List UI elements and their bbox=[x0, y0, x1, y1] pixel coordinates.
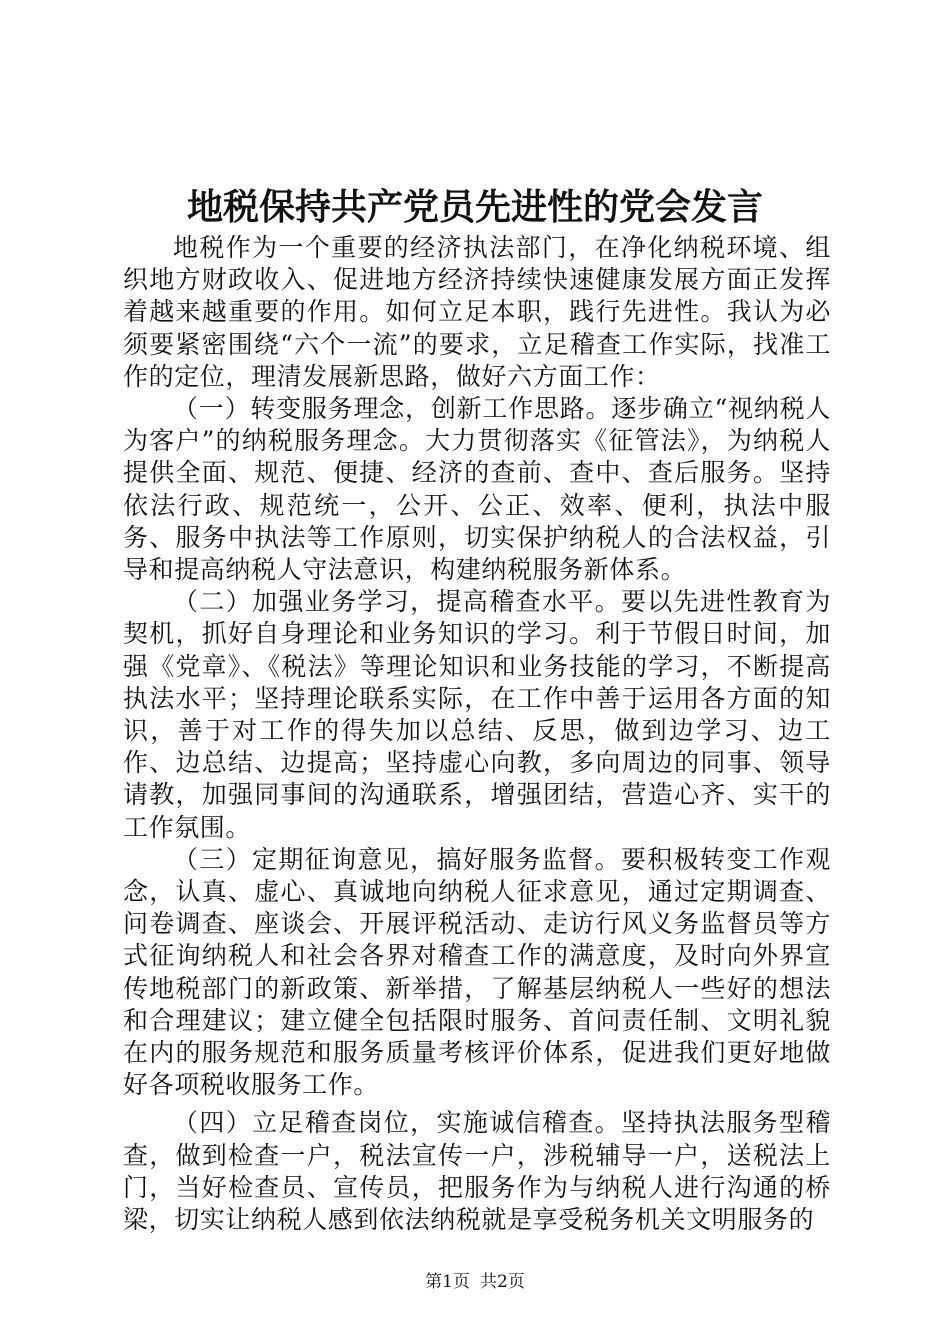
page-footer bbox=[0, 1270, 950, 1294]
paragraph-section-1: （一）转变服务理念，创新工作思路。逐步确立“视纳税人为客户”的纳税服务理念。大力贯彻落实《征管法》，为纳税人提供全面、规范、便捷、经济的查前、查中、查后服务。坚持依法行政、规范统一，公开、公正、效率、便利，执法中服务、服务中执法等工作原则，切实保护纳税人的合法权益，引导和提高纳税人守法意识，构建纳税服务新体系。 bbox=[123, 394, 831, 585]
paragraph-intro: 地税作为一个重要的经济执法部门，在净化纳税环境、组织地方财政收入、促进地方经济持续快速健康发展方面正发挥着越来越重要的作用。如何立足本职，践行先进性。我认为必须要紧密围绕“六个一流”的要求，立足稽查工作实际，找准工作的定位，理清发展新思路，做好六方面工作： bbox=[123, 233, 831, 391]
paragraph-section-2: （二）加强业务学习，提高稽查水平。要以先进性教育为契机，抓好自身理论和业务知识的学习。利于节假日时间，加强《党章》、《税法》等理论知识和业务技能的学习，不断提高执法水平；坚持理论联系实际，在工作中善于运用各方面的知识，善于对工作的得失加以总结、反思，做到边学习、边工作、边总结、边提高；坚持虚心向教，多向周边的同事、领导请教，加强同事间的沟通联系，增强团结，营造心齐、实干的工作氛围。 bbox=[123, 587, 831, 842]
document-body bbox=[123, 232, 831, 1236]
page-number-current: 第1页 bbox=[425, 1272, 470, 1292]
page-number-total: 共2页 bbox=[480, 1272, 525, 1292]
document-title: 地税保持共产党员先进性的党会发言 bbox=[186, 186, 763, 228]
paragraph-section-4: （四）立足稽查岗位，实施诚信稽查。坚持执法服务型稽查，做到检查一户，税法宣传一户，涉税辅导一户，送税法上门，当好检查员、宣传员，把服务作为与纳税人进行沟通的桥梁，切实让纳税人感到依法纳税就是享受税务机关文明服务的 bbox=[123, 1108, 831, 1235]
paragraph-section-3: （三）定期征询意见，搞好服务监督。要积极转变工作观念，认真、虚心、真诚地向纳税人征求意见，通过定期调查、问卷调查、座谈会、开展评税活动、走访行风义务监督员等方式征询纳税人和社会各界对稽查工作的满意度，及时向外界宣传地税部门的新政策、新举措，了解基层纳税人一些好的想法和合理建议；建立健全包括限时服务、首问责任制、文明礼貌在内的服务规范和服务质量考核评价体系，促进我们更好地做好各项税收服务工作。 bbox=[123, 844, 831, 1100]
